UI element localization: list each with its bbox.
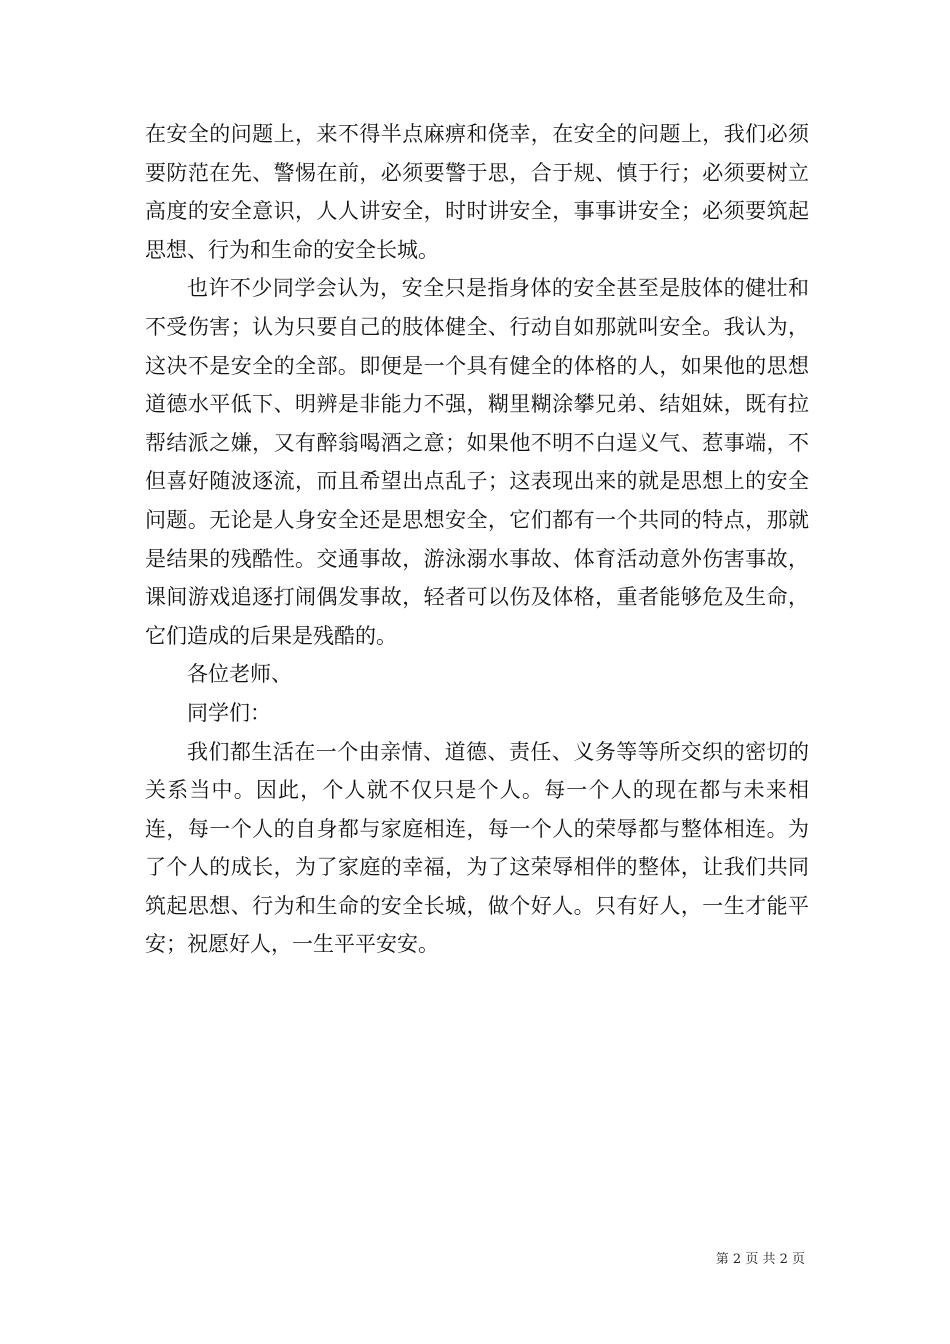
paragraph-3: 我们都生活在一个由亲情、道德、责任、义务等等所交织的密切的关系当中。因此，个人就不仅只是个人。每一个人的现在都与未来相连，每一个人的自身都与家庭相连，每一个人的荣辱都与整体相连。为了个人的成长，为了家庭的幸福，为了这荣辱相伴的整体，让我们共同筑起思想、行为和生命的安全长城，做个好人。只有好人，一生才能平安；祝愿好人，一生平平安安。 — [145, 739, 809, 957]
paragraph-2: 也许不少同学会认为，安全只是指身体的安全甚至是肢体的健壮和不受伤害；认为只要自己的肢体健全、行动自如那就叫安全。我认为，这决不是安全的全部。即便是一个具有健全的体格的人，如果他的思想道德水平低下、明辨是非能力不强，糊里糊涂攀兄弟、结姐妹，既有拉帮结派之嫌，又有醉翁喝酒之意；如果他不明不白逞义气、惹事端，不但喜好随波逐流，而且希望出点乱子；这表现出来的就是思想上的安全问题。无论是人身安全还是思想安全，它们都有一个共同的特点，那就是结果的残酷性。交通事故，游泳溺水事故、体育活动意外伤害事故，课间游戏追逐打闹偶发事故，轻者可以伤及体格，重者能够危及生命，它们造成的后果是残酷的。 — [145, 276, 809, 648]
page-number-footer: 第 2 页 共 2 页 — [715, 1252, 805, 1267]
salutation-line-2: 同学们： — [187, 700, 271, 725]
salutation-line-1: 各位老师、 — [187, 662, 292, 687]
paragraph-1: 在安全的问题上，来不得半点麻痹和侥幸，在安全的问题上，我们必须要防范在先、警惕在前，必须要警于思，合于规、慎于行；必须要树立高度的安全意识，人人讲安全，时时讲安全，事事讲安全；必须要筑起思想、行为和生命的安全长城。 — [145, 122, 809, 262]
document-body — [145, 115, 809, 964]
